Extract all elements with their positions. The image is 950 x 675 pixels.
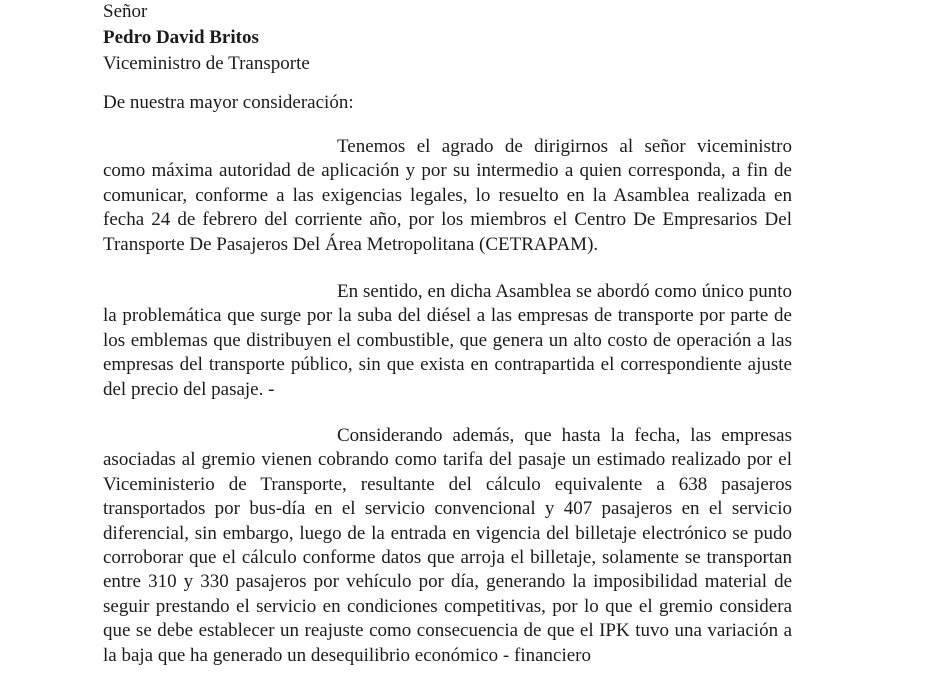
recipient-title: Viceministro de Transporte xyxy=(103,53,310,74)
paragraph-1: Tenemos el agrado de dirigirnos al señor viceministro como máxima autoridad de aplicación y por su intermedio a quien corresponda, a fin de comunicar, conforme a las exigencias legales, lo resuelto en la Asamblea realizada en fecha 24 de febrero del corriente año, por los miembros el Centro De Empresarios Del Transporte De Pasajeros Del Área Metropolitana (CETRAPAM). xyxy=(103,136,792,255)
paragraph-2: En sentido, en dicha Asamblea se abordó como único punto la problemática que surge por la suba del diésel a las empresas de transporte por parte de los emblemas que distribuyen el combustible, que genera un alto costo de operación a las empresas del transporte público, sin que exista en contrapartida el correspondiente ajuste del precio del pasaje. - xyxy=(103,281,792,400)
recipient-name: Pedro David Britos xyxy=(103,27,259,48)
paragraph-3: Considerando además, que hasta la fecha, las empresas asociadas al gremio vienen cobrando como tarifa del pasaje un estimado realizado por el Viceministerio de Transporte, resultante del cálculo equivalente a 638 pasajeros transportados por bus-día en el servicio convencional y 407 pasajeros en el servicio diferencial, sin embargo, luego de la entrada en vigencia del billetaje electrónico se pudo corroborar que el cálculo conforme datos que arroja el billetaje, solamente se transportan entre 310 y 330 pasajeros por vehículo por día, generando la imposibilidad material de seguir prestando el servicio en condiciones competitivas, por lo que el gremio considera que se debe establecer un reajuste como consecuencia de que el IPK tuvo una variación a la baja que ha generado un desequilibrio económico - financiero xyxy=(103,425,792,666)
salutation: Señor xyxy=(103,1,148,22)
greeting: De nuestra mayor consideración: xyxy=(103,92,354,113)
